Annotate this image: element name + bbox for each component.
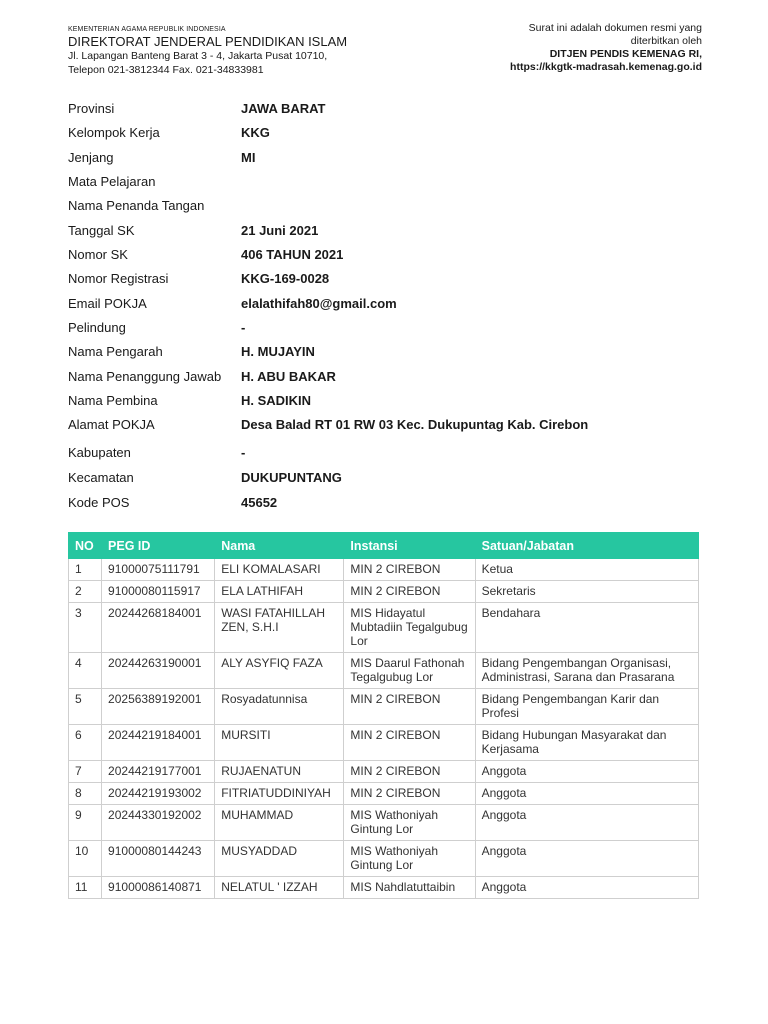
cell-peg-id: 20244219177001: [102, 761, 215, 783]
field-label: Kecamatan: [68, 470, 134, 485]
cell-no: 4: [69, 653, 102, 689]
field-value: MI: [241, 150, 256, 165]
cell-instansi: MIN 2 CIREBON: [344, 581, 475, 603]
cell-peg-id: 20244219193002: [102, 783, 215, 805]
cell-instansi: MIS Nahdlatuttaibin: [344, 877, 475, 899]
cell-nama: ALY ASYFIQ FAZA: [215, 653, 344, 689]
field-label: Kelompok Kerja: [68, 125, 160, 140]
cell-no: 9: [69, 805, 102, 841]
cell-instansi: MIN 2 CIREBON: [344, 725, 475, 761]
cell-peg-id: 91000080115917: [102, 581, 215, 603]
cell-instansi: MIN 2 CIREBON: [344, 761, 475, 783]
field-value: 406 TAHUN 2021: [241, 247, 344, 262]
cell-jabatan: Anggota: [475, 761, 698, 783]
field-label: Nama Pengarah: [68, 344, 163, 359]
cell-no: 8: [69, 783, 102, 805]
field-value: 45652: [241, 495, 278, 510]
cell-peg-id: 20244219184001: [102, 725, 215, 761]
notice-line-2: diterbitkan oleh: [630, 35, 702, 47]
field-value: JAWA BARAT: [241, 101, 326, 116]
field-label: Nama Pembina: [68, 393, 158, 408]
field-label: Nomor Registrasi: [68, 271, 169, 286]
cell-jabatan: Anggota: [475, 877, 698, 899]
cell-no: 10: [69, 841, 102, 877]
cell-peg-id: 91000080144243: [102, 841, 215, 877]
field-label: Alamat POKJA: [68, 417, 155, 432]
cell-instansi: MIS Wathoniyah Gintung Lor: [344, 805, 475, 841]
cell-no: 2: [69, 581, 102, 603]
field-value: KKG-169-0028: [241, 271, 330, 286]
field-row: [68, 392, 708, 410]
notice-line-3: DITJEN PENDIS KEMENAG RI,: [549, 48, 702, 60]
cell-peg-id: 91000075111791: [102, 559, 215, 581]
table-row: [69, 581, 699, 603]
table-row: [69, 725, 699, 761]
field-row: [68, 368, 708, 386]
cell-nama: MUHAMMAD: [215, 805, 344, 841]
field-label: Email POKJA: [68, 296, 147, 311]
cell-instansi: MIS Hidayatul Mubtadiin Tegalgubug Lor: [344, 603, 475, 653]
field-row: [68, 494, 708, 512]
cell-no: 7: [69, 761, 102, 783]
field-row: [68, 270, 708, 288]
field-row: [68, 319, 708, 337]
cell-no: 1: [69, 559, 102, 581]
table-row: [69, 559, 699, 581]
address-line-1: Jl. Lapangan Banteng Barat 3 - 4, Jakarta Pusat 10710,: [68, 50, 328, 62]
table-row: [69, 877, 699, 899]
letterhead: [68, 25, 448, 77]
cell-nama: MURSITI: [215, 725, 344, 761]
column-header-jabatan: Satuan/Jabatan: [475, 533, 698, 559]
field-label: Jenjang: [68, 150, 114, 165]
field-value: DUKUPUNTANG: [241, 470, 342, 485]
cell-instansi: MIN 2 CIREBON: [344, 783, 475, 805]
field-row: [68, 173, 708, 191]
cell-nama: Rosyadatunnisa: [215, 689, 344, 725]
field-row: [68, 343, 708, 361]
cell-nama: WASI FATAHILLAH ZEN, S.H.I: [215, 603, 344, 653]
cell-jabatan: Anggota: [475, 783, 698, 805]
cell-jabatan: Bidang Pengembangan Organisasi, Administrasi, Sarana dan Prasarana: [475, 653, 698, 689]
cell-jabatan: Bidang Hubungan Masyarakat dan Kerjasama: [475, 725, 698, 761]
column-header-no: NO: [69, 533, 102, 559]
directorate-name: DIREKTORAT JENDERAL PENDIDIKAN ISLAM: [68, 34, 348, 49]
cell-jabatan: Bendahara: [475, 603, 698, 653]
cell-instansi: MIS Daarul Fathonah Tegalgubug Lor: [344, 653, 475, 689]
field-label: Kabupaten: [68, 445, 131, 460]
field-row: [68, 469, 708, 487]
field-label: Mata Pelajaran: [68, 174, 156, 189]
cell-no: 5: [69, 689, 102, 725]
cell-nama: NELATUL ' IZZAH: [215, 877, 344, 899]
table-row: [69, 653, 699, 689]
cell-nama: ELA LATHIFAH: [215, 581, 344, 603]
field-row: [68, 416, 708, 434]
field-label: Nama Penanda Tangan: [68, 198, 205, 213]
cell-nama: FITRIATUDDINIYAH: [215, 783, 344, 805]
field-value: 21 Juni 2021: [241, 223, 319, 238]
cell-no: 3: [69, 603, 102, 653]
field-value: KKG: [241, 125, 270, 140]
cell-instansi: MIS Wathoniyah Gintung Lor: [344, 841, 475, 877]
cell-no: 6: [69, 725, 102, 761]
notice-url: https://kkgtk-madrasah.kemenag.go.id: [510, 61, 702, 73]
field-label: Provinsi: [68, 101, 115, 116]
cell-jabatan: Ketua: [475, 559, 698, 581]
field-row: [68, 100, 708, 118]
field-value: -: [241, 320, 246, 335]
cell-peg-id: 20244268184001: [102, 603, 215, 653]
address-line-2: Telepon 021-3812344 Fax. 021-34833981: [68, 64, 264, 76]
field-label: Nama Penanggung Jawab: [68, 369, 222, 384]
table-row: [69, 761, 699, 783]
cell-jabatan: Bidang Pengembangan Karir dan Profesi: [475, 689, 698, 725]
field-value: Desa Balad RT 01 RW 03 Kec. Dukupuntag Kab. Cirebon: [241, 417, 589, 432]
field-value: H. SADIKIN: [241, 393, 312, 408]
ministry-name: KEMENTERIAN AGAMA REPUBLIK INDONESIA: [68, 26, 226, 33]
column-header-peg-id: PEG ID: [102, 533, 215, 559]
members-table: [68, 532, 699, 899]
field-label: Tanggal SK: [68, 223, 135, 238]
cell-peg-id: 91000086140871: [102, 877, 215, 899]
cell-peg-id: 20244263190001: [102, 653, 215, 689]
field-label: Pelindung: [68, 320, 126, 335]
field-label: Kode POS: [68, 495, 130, 510]
field-row: [68, 149, 708, 167]
cell-jabatan: Anggota: [475, 841, 698, 877]
field-row: [68, 444, 708, 462]
table-row: [69, 805, 699, 841]
cell-nama: ELI KOMALASARI: [215, 559, 344, 581]
field-row: [68, 222, 708, 240]
field-row: [68, 197, 708, 215]
field-value: H. ABU BAKAR: [241, 369, 336, 384]
table-row: [69, 603, 699, 653]
field-row: [68, 295, 708, 313]
cell-peg-id: 20256389192001: [102, 689, 215, 725]
table-row: [69, 689, 699, 725]
column-header-instansi: Instansi: [344, 533, 475, 559]
table-row: [69, 783, 699, 805]
field-value: -: [241, 445, 246, 460]
cell-no: 11: [69, 877, 102, 899]
cell-instansi: MIN 2 CIREBON: [344, 689, 475, 725]
column-header-nama: Nama: [215, 533, 344, 559]
table-row: [69, 841, 699, 877]
field-value: elalathifah80@gmail.com: [241, 296, 397, 311]
field-value: H. MUJAYIN: [241, 344, 315, 359]
official-notice: [402, 22, 702, 74]
field-row: [68, 246, 708, 264]
cell-nama: RUJAENATUN: [215, 761, 344, 783]
field-row: [68, 124, 708, 142]
notice-line-1: Surat ini adalah dokumen resmi yang: [528, 22, 702, 34]
cell-jabatan: Anggota: [475, 805, 698, 841]
cell-nama: MUSYADDAD: [215, 841, 344, 877]
cell-peg-id: 20244330192002: [102, 805, 215, 841]
table-header-row: [69, 533, 699, 559]
cell-instansi: MIN 2 CIREBON: [344, 559, 475, 581]
cell-jabatan: Sekretaris: [475, 581, 698, 603]
field-label: Nomor SK: [68, 247, 128, 262]
